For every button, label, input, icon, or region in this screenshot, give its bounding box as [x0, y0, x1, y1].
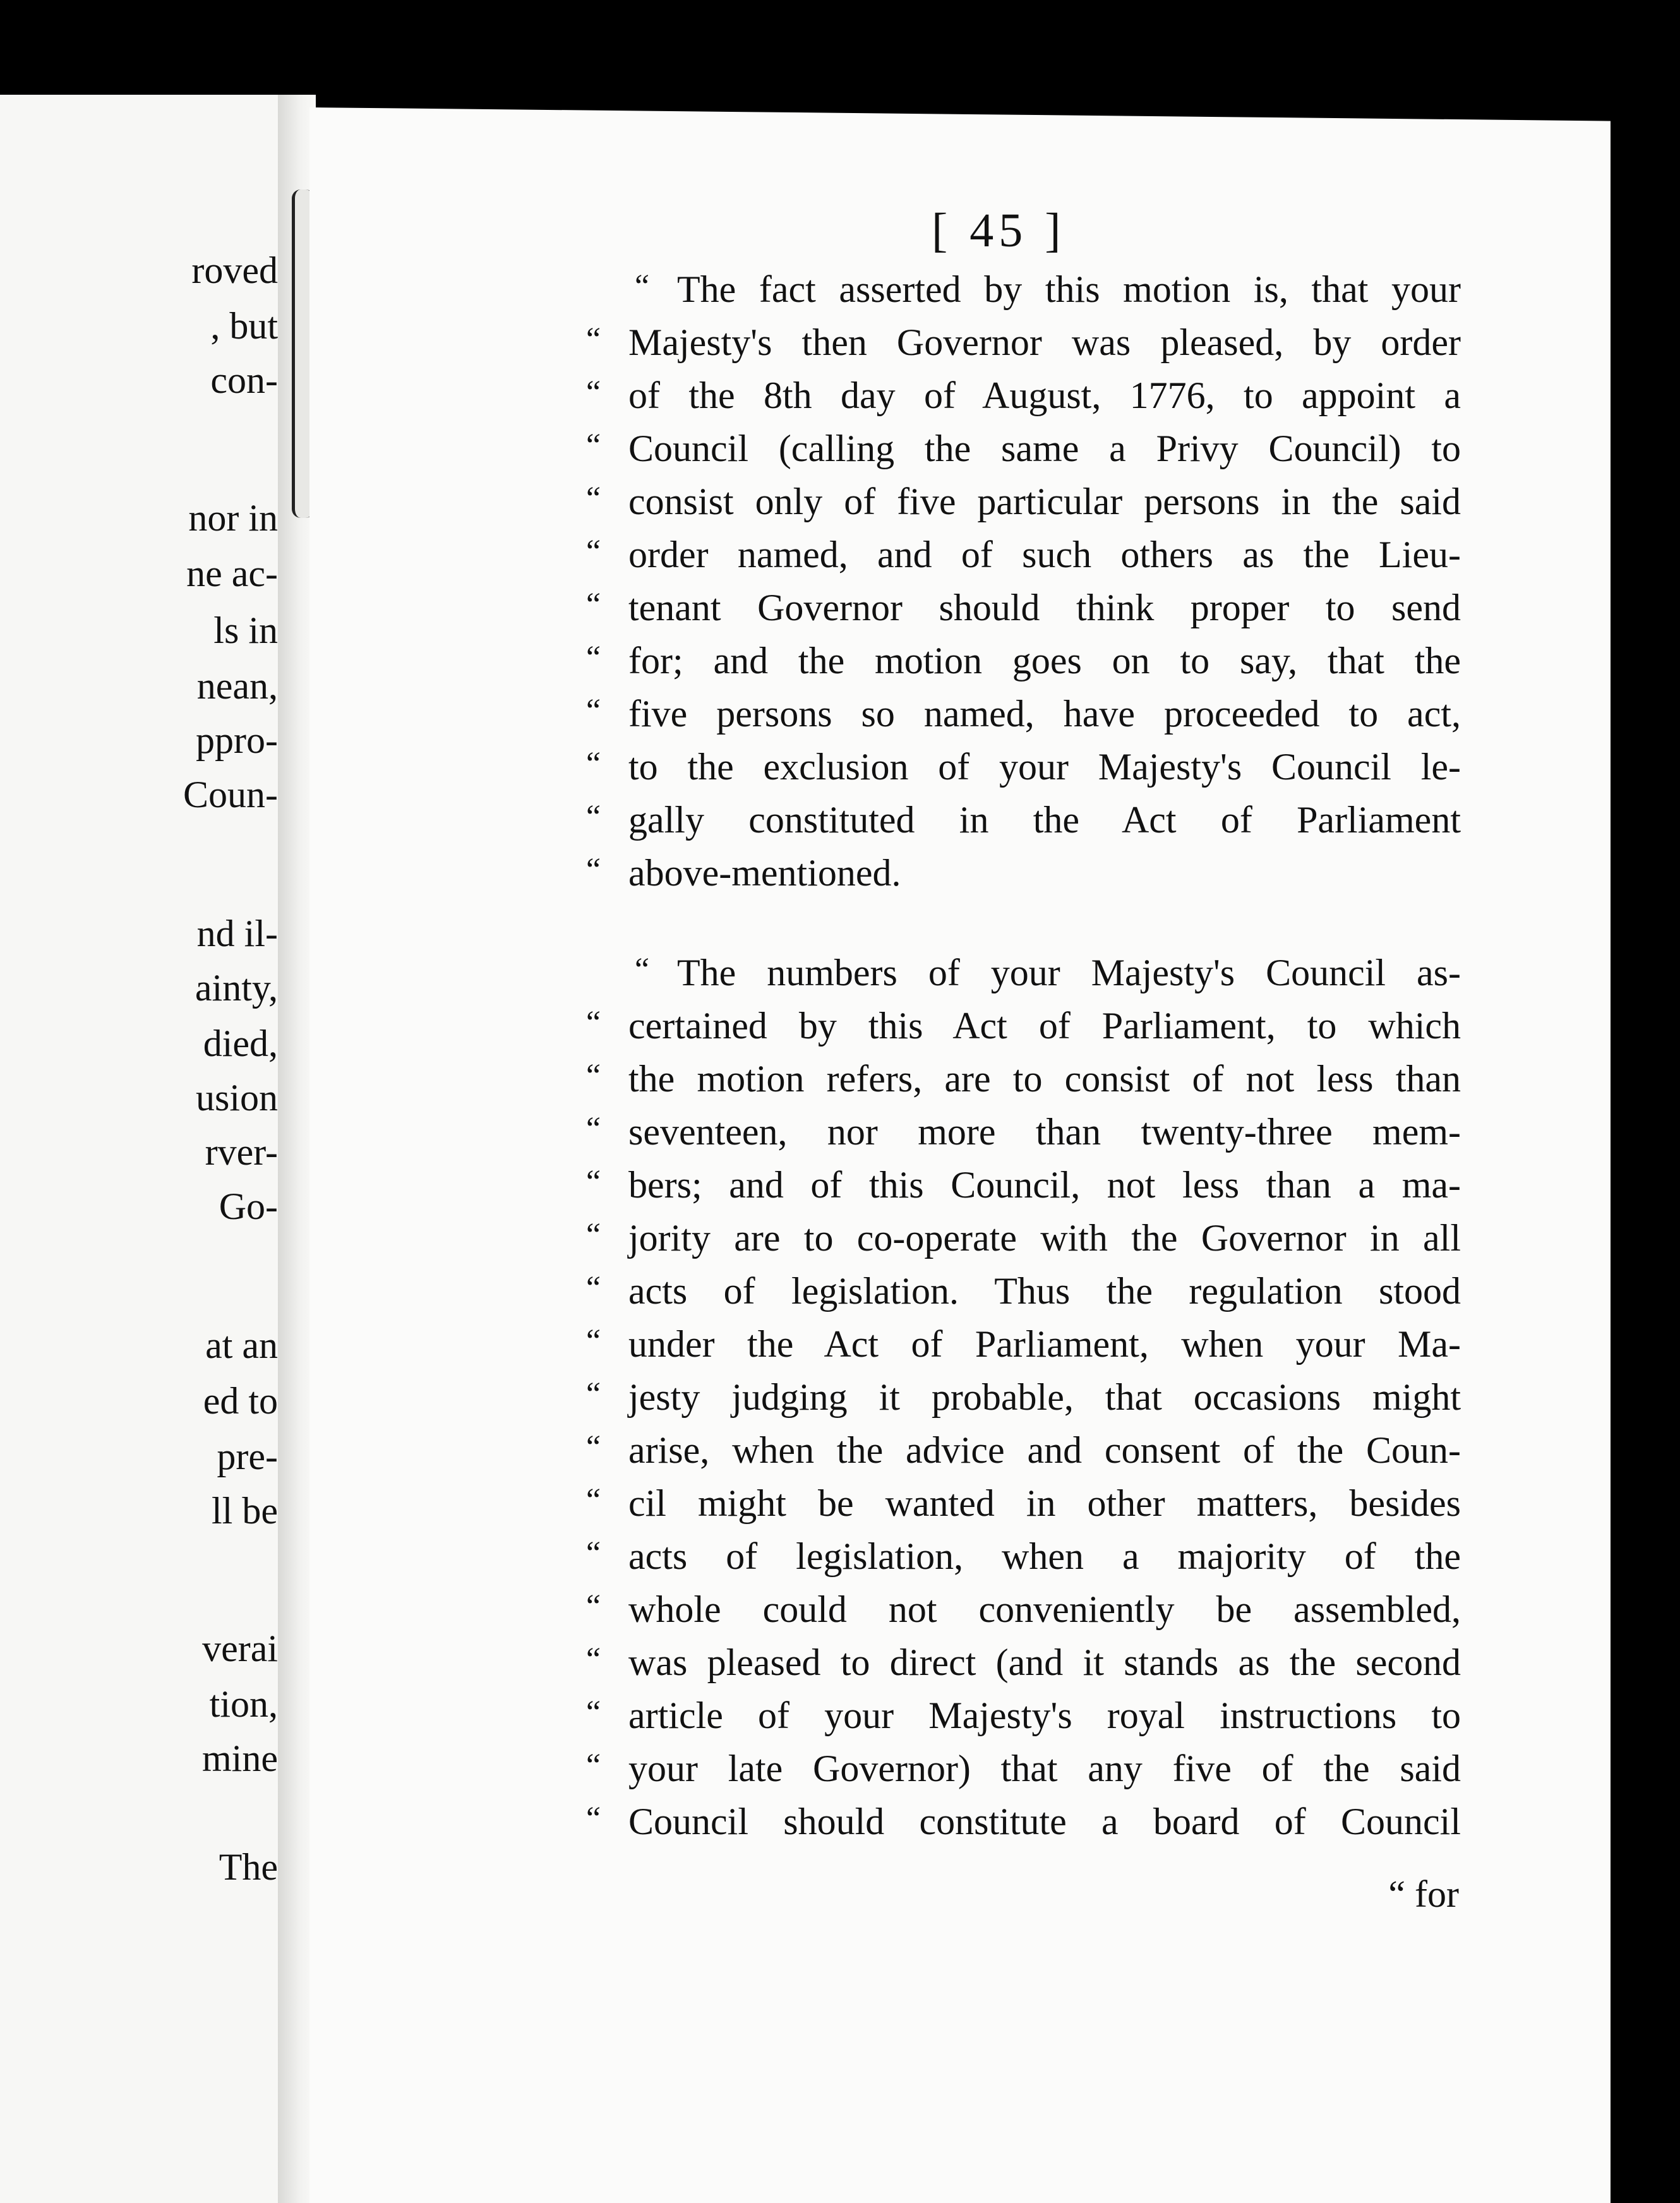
- page-number: [ 45 ]: [932, 204, 1066, 257]
- paragraph-1-line: Council (calling the same a Privy Council) to: [628, 428, 1461, 469]
- paragraph-1-line: to the exclusion of your Majesty's Council le-: [628, 746, 1461, 788]
- quote-mark: “: [586, 1429, 601, 1465]
- paragraph-1-line: of the 8th day of August, 1776, to appoint a: [628, 375, 1461, 416]
- paragraph-2-line: jesty judging it probable, that occasions might: [628, 1376, 1461, 1418]
- quote-mark: “: [586, 1588, 601, 1624]
- quote-mark: “: [586, 1323, 601, 1359]
- paragraph-1-line: order named, and of such others as the Lieu-: [628, 534, 1461, 575]
- left-fragment: rver-: [205, 1131, 278, 1173]
- paragraph-2-line: The numbers of your Majesty's Council as-: [677, 952, 1461, 993]
- left-fragment: ll be: [212, 1490, 278, 1532]
- quote-mark: “: [586, 1270, 601, 1306]
- paragraph-1-line: gally constituted in the Act of Parliament: [628, 799, 1461, 841]
- paragraph-2-line: bers; and of this Council, not less than a ma-: [628, 1164, 1461, 1206]
- paragraph-1-line: The fact asserted by this motion is, that your: [677, 268, 1461, 310]
- left-fragment: , but: [210, 305, 278, 347]
- quote-mark: “: [586, 321, 601, 357]
- paragraph-1-line: for; and the motion goes on to say, that the: [628, 640, 1461, 681]
- quote-mark: “: [586, 428, 601, 464]
- left-fragment: nor in: [188, 497, 278, 539]
- quote-mark: “: [586, 1642, 601, 1678]
- paragraph-2-line: acts of legislation, when a majority of the: [628, 1535, 1461, 1577]
- paragraph-2-line: cil might be wanted in other matters, besides: [628, 1482, 1461, 1524]
- paragraph-2-line: seventeen, nor more than twenty-three mem-: [628, 1111, 1461, 1153]
- left-fragment: died,: [203, 1023, 278, 1064]
- quote-mark: “: [586, 587, 601, 623]
- left-fragment: nd il-: [196, 913, 278, 954]
- paragraph-1-line: tenant Governor should think proper to send: [628, 587, 1461, 628]
- left-fragment: ainty,: [195, 967, 278, 1009]
- quote-mark: “: [586, 640, 601, 676]
- quote-mark: “: [586, 534, 601, 570]
- quote-mark: “: [586, 1058, 601, 1094]
- quote-mark: “: [586, 1217, 601, 1253]
- quote-mark: “: [586, 375, 601, 411]
- paragraph-2-line: arise, when the advice and consent of the Coun-: [628, 1429, 1461, 1471]
- left-fragment: The: [219, 1846, 278, 1888]
- left-fragment: mine: [202, 1738, 278, 1779]
- quote-mark: “: [586, 746, 601, 782]
- paragraph-1-line: consist only of five particular persons in the said: [628, 481, 1461, 522]
- quote-mark: “: [635, 952, 650, 988]
- paragraph-2-line: certained by this Act of Parliament, to which: [628, 1005, 1461, 1047]
- quote-mark: “: [586, 1748, 601, 1784]
- paragraph-2-line: the motion refers, are to consist of not less than: [628, 1058, 1461, 1100]
- left-fragment: pre-: [217, 1436, 278, 1477]
- left-fragment: ppro-: [196, 719, 278, 761]
- left-fragment: ed to: [203, 1380, 278, 1422]
- left-fragment: at an: [205, 1324, 278, 1366]
- left-fragment: ls in: [213, 609, 278, 651]
- paragraph-2-line: your late Governor) that any five of the said: [628, 1748, 1461, 1789]
- quote-mark: “: [586, 1695, 601, 1731]
- paragraph-1-line: above-mentioned.: [628, 852, 901, 894]
- paragraph-2-line: under the Act of Parliament, when your Ma-: [628, 1323, 1461, 1365]
- left-fragment: con-: [210, 359, 278, 401]
- paragraph-2-line: whole could not conveniently be assembled,: [628, 1588, 1461, 1630]
- paragraph-1-line: Majesty's then Governor was pleased, by order: [628, 321, 1461, 363]
- left-fragment: Coun-: [183, 774, 278, 815]
- paragraph-1-line: five persons so named, have proceeded to act,: [628, 693, 1461, 735]
- left-fragment: ne ac-: [186, 553, 278, 594]
- quote-mark: “: [586, 1482, 601, 1518]
- quote-mark: “: [586, 1376, 601, 1412]
- left-fragment: roved: [191, 249, 278, 291]
- quote-mark: “: [586, 799, 601, 835]
- quote-mark: “: [586, 1164, 601, 1200]
- quote-mark: “: [635, 268, 650, 304]
- left-fragment: nean,: [196, 665, 278, 707]
- quote-mark: “: [586, 481, 601, 517]
- quote-mark: “: [586, 1801, 601, 1837]
- left-fragment: tion,: [209, 1683, 278, 1725]
- paragraph-2-line: Council should constitute a board of Council: [628, 1801, 1461, 1842]
- quote-mark: “: [586, 1005, 601, 1041]
- paragraph-2-line: was pleased to direct (and it stands as the second: [628, 1642, 1461, 1683]
- quote-mark: “: [586, 1535, 601, 1571]
- left-fragment: verai: [202, 1628, 278, 1669]
- quote-mark: “: [586, 1111, 601, 1147]
- left-fragment: Go-: [219, 1186, 278, 1227]
- paragraph-2-line: acts of legislation. Thus the regulation stood: [628, 1270, 1461, 1312]
- catchword: “ for: [1388, 1873, 1459, 1915]
- left-fragment: usion: [195, 1077, 278, 1119]
- paragraph-2-line: article of your Majesty's royal instructions to: [628, 1695, 1461, 1736]
- paragraph-2-line: jority are to co-operate with the Governor in all: [628, 1217, 1461, 1259]
- quote-mark: “: [586, 852, 601, 888]
- quote-mark: “: [586, 693, 601, 729]
